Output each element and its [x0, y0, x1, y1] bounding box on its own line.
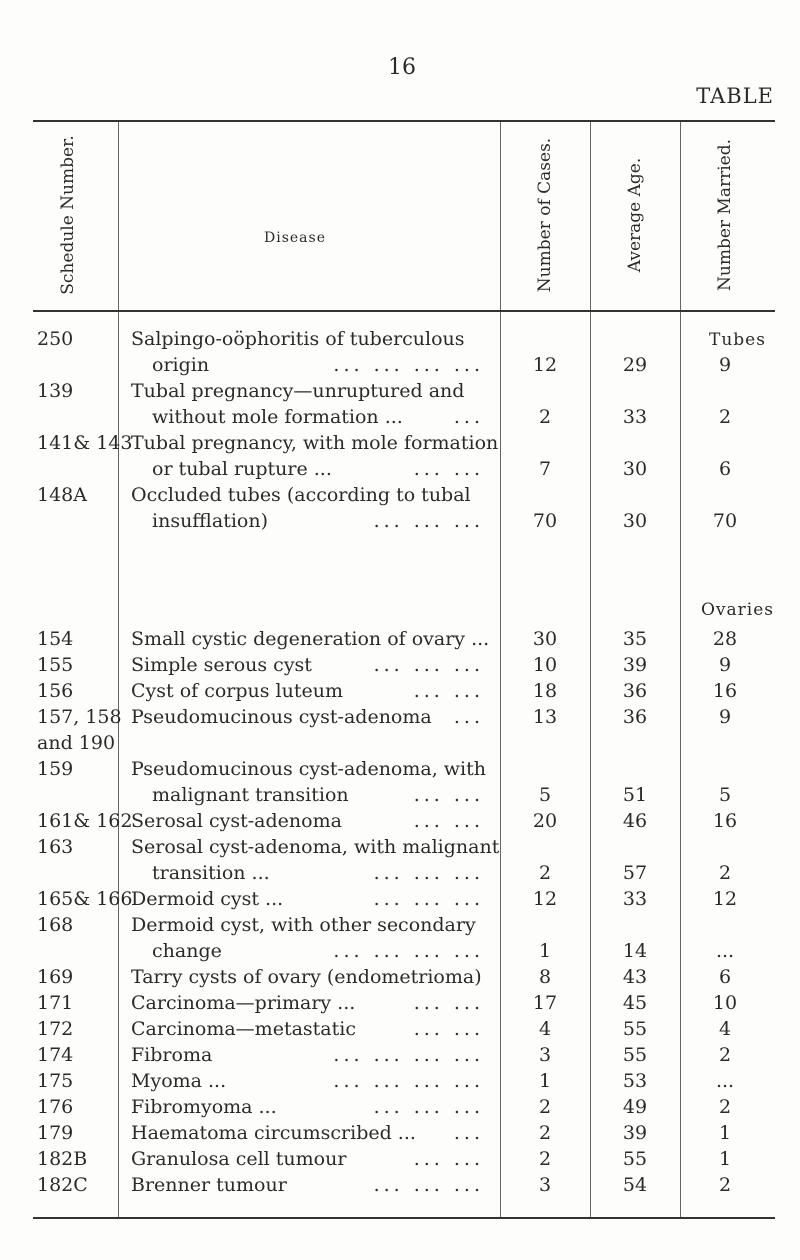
schedule-number-cell: 154	[37, 628, 74, 650]
leader-dots: ... ... ...	[373, 1174, 484, 1196]
disease-cell: insufflation)	[152, 510, 269, 532]
leader-dots: ... ... ... ...	[333, 1070, 484, 1092]
number-married-cell: 9	[718, 706, 732, 728]
table-row	[0, 1042, 800, 1068]
table-row	[0, 482, 800, 508]
bottom-rule	[33, 1217, 775, 1219]
table-row	[0, 782, 800, 808]
number-of-cases-cell: 2	[538, 862, 552, 884]
average-age-cell: 43	[622, 966, 648, 988]
number-married-cell: 1	[718, 1148, 732, 1170]
average-age-cell: 46	[622, 810, 648, 832]
column-divider	[118, 122, 119, 310]
header-number-married: Number Married.	[715, 139, 735, 291]
header-schedule-number: Schedule Number.	[58, 135, 78, 295]
leader-dots: ... ...	[413, 680, 484, 702]
section-label-ovaries: Ovaries	[700, 600, 775, 620]
number-married-cell: 2	[718, 1044, 732, 1066]
number-married-cell: ...	[715, 1070, 735, 1092]
average-age-cell: 29	[622, 354, 648, 376]
leader-dots: ... ...	[413, 784, 484, 806]
leader-dots: ... ... ...	[373, 862, 484, 884]
table-row	[0, 508, 800, 534]
average-age-cell: 39	[622, 654, 648, 676]
leader-dots: ... ... ... ...	[333, 354, 484, 376]
average-age-cell: 33	[622, 888, 648, 910]
table-row	[0, 756, 800, 782]
disease-cell: or tubal rupture ...	[152, 458, 332, 480]
average-age-cell: 49	[622, 1096, 648, 1118]
table-row	[0, 626, 800, 652]
number-married-cell: 6	[718, 458, 732, 480]
table-title: TABLE	[696, 84, 774, 108]
number-of-cases-cell: 8	[538, 966, 552, 988]
average-age-cell: 51	[622, 784, 648, 806]
number-married-cell: 2	[718, 1096, 732, 1118]
number-married-cell: 9	[718, 654, 732, 676]
table-row	[0, 652, 800, 678]
schedule-number-cell: 250	[37, 328, 74, 350]
table-row	[0, 990, 800, 1016]
number-married-cell: 9	[718, 354, 732, 376]
number-married-cell: ...	[715, 940, 735, 962]
table-row	[0, 430, 800, 456]
number-married-cell: 2	[718, 862, 732, 884]
table-row	[0, 808, 800, 834]
average-age-cell: 55	[622, 1044, 648, 1066]
leader-dots: ... ...	[413, 1018, 484, 1040]
header-rule	[33, 310, 775, 312]
table-row	[0, 730, 800, 756]
column-divider	[590, 122, 591, 310]
disease-cell: without mole formation ...	[152, 406, 403, 428]
schedule-number-cell: 176	[37, 1096, 74, 1118]
number-married-cell: 4	[718, 1018, 732, 1040]
schedule-number-cell: 157, 158	[37, 706, 122, 728]
average-age-cell: 55	[622, 1148, 648, 1170]
number-married-cell: 2	[718, 1174, 732, 1196]
disease-cell: Serosal cyst-adenoma	[131, 810, 342, 832]
number-of-cases-cell: 1	[538, 940, 552, 962]
number-of-cases-cell: 13	[532, 706, 558, 728]
column-divider	[680, 122, 681, 310]
schedule-number-cell: 182B	[37, 1148, 88, 1170]
schedule-number-cell: 139	[37, 380, 74, 402]
average-age-cell: 36	[622, 706, 648, 728]
leader-dots: ...	[453, 706, 484, 728]
number-of-cases-cell: 7	[538, 458, 552, 480]
schedule-number-cell: 172	[37, 1018, 74, 1040]
average-age-cell: 39	[622, 1122, 648, 1144]
table-row	[0, 886, 800, 912]
number-married-cell: 2	[718, 406, 732, 428]
header-number-of-cases: Number of Cases.	[535, 137, 555, 293]
disease-cell: Myoma ...	[131, 1070, 227, 1092]
table-row	[0, 1094, 800, 1120]
number-of-cases-cell: 2	[538, 1122, 552, 1144]
average-age-cell: 33	[622, 406, 648, 428]
number-married-cell: 12	[712, 888, 738, 910]
table-row	[0, 912, 800, 938]
schedule-number-cell: 169	[37, 966, 74, 988]
average-age-cell: 57	[622, 862, 648, 884]
number-married-cell: 10	[712, 992, 738, 1014]
disease-cell: origin	[152, 354, 210, 376]
average-age-cell: 30	[622, 458, 648, 480]
table-row	[0, 834, 800, 860]
leader-dots: ...	[453, 1122, 484, 1144]
leader-dots: ... ... ... ...	[333, 1044, 484, 1066]
header-disease: Disease	[264, 230, 326, 246]
disease-cell: Carcinoma—primary ...	[131, 992, 356, 1014]
header-average-age: Average Age.	[625, 157, 645, 273]
disease-cell: Small cystic degeneration of ovary ...	[131, 628, 490, 650]
leader-dots: ... ... ...	[373, 654, 484, 676]
number-of-cases-cell: 10	[532, 654, 558, 676]
schedule-number-cell: 155	[37, 654, 74, 676]
disease-cell: change	[152, 940, 222, 962]
table-row	[0, 860, 800, 886]
table-row	[0, 1172, 800, 1198]
section-label-tubes: Tubes	[709, 330, 766, 350]
number-of-cases-cell: 12	[532, 354, 558, 376]
leader-dots: ... ... ... ...	[333, 940, 484, 962]
disease-cell: Fibromyoma ...	[131, 1096, 277, 1118]
leader-dots: ...	[453, 406, 484, 428]
average-age-cell: 45	[622, 992, 648, 1014]
table-row	[0, 938, 800, 964]
disease-cell: Simple serous cyst	[131, 654, 312, 676]
number-of-cases-cell: 18	[532, 680, 558, 702]
schedule-number-cell: 179	[37, 1122, 74, 1144]
table-row	[0, 1016, 800, 1042]
table-row	[0, 964, 800, 990]
number-married-cell: 16	[712, 810, 738, 832]
number-married-cell: 28	[712, 628, 738, 650]
schedule-number-cell: 165& 166	[37, 888, 133, 910]
number-of-cases-cell: 20	[532, 810, 558, 832]
table-row	[0, 326, 800, 352]
number-of-cases-cell: 3	[538, 1174, 552, 1196]
average-age-cell: 14	[622, 940, 648, 962]
leader-dots: ... ... ...	[373, 510, 484, 532]
table-row	[0, 1120, 800, 1146]
leader-dots: ... ...	[413, 810, 484, 832]
table-row	[0, 1068, 800, 1094]
disease-cell: Pseudomucinous cyst-adenoma	[131, 706, 432, 728]
number-of-cases-cell: 30	[532, 628, 558, 650]
schedule-number-cell: 141& 143	[37, 432, 133, 454]
number-of-cases-cell: 2	[538, 406, 552, 428]
number-of-cases-cell: 5	[538, 784, 552, 806]
schedule-number-cell: 175	[37, 1070, 74, 1092]
schedule-number-cell: 159	[37, 758, 74, 780]
disease-cell: Dermoid cyst ...	[131, 888, 284, 910]
schedule-number-cell: 168	[37, 914, 74, 936]
disease-cell: Carcinoma—metastatic	[131, 1018, 356, 1040]
schedule-number-cell: 182C	[37, 1174, 88, 1196]
disease-cell: Granulosa cell tumour	[131, 1148, 347, 1170]
leader-dots: ... ... ...	[373, 888, 484, 910]
number-married-cell: 5	[718, 784, 732, 806]
disease-cell: Tarry cysts of ovary (endometrioma)	[131, 966, 482, 988]
number-of-cases-cell: 2	[538, 1096, 552, 1118]
schedule-number-cell: and 190	[37, 732, 116, 754]
number-of-cases-cell: 3	[538, 1044, 552, 1066]
table-row	[0, 704, 800, 730]
average-age-cell: 53	[622, 1070, 648, 1092]
number-of-cases-cell: 12	[532, 888, 558, 910]
disease-cell: Occluded tubes (according to tubal	[131, 484, 471, 506]
disease-cell: Salpingo-oöphoritis of tuberculous	[131, 328, 465, 350]
table-row	[0, 352, 800, 378]
average-age-cell: 35	[622, 628, 648, 650]
table-row	[0, 1146, 800, 1172]
disease-cell: Fibroma	[131, 1044, 213, 1066]
page-number: 16	[388, 55, 416, 80]
schedule-number-cell: 174	[37, 1044, 74, 1066]
schedule-number-cell: 148A	[37, 484, 87, 506]
schedule-number-cell: 156	[37, 680, 74, 702]
top-rule	[33, 120, 775, 122]
disease-cell: malignant transition	[152, 784, 349, 806]
average-age-cell: 54	[622, 1174, 648, 1196]
leader-dots: ... ...	[413, 1148, 484, 1170]
disease-cell: transition ...	[152, 862, 270, 884]
number-of-cases-cell: 17	[532, 992, 558, 1014]
number-of-cases-cell: 70	[532, 510, 558, 532]
disease-cell: Cyst of corpus luteum	[131, 680, 344, 702]
schedule-number-cell: 161& 162	[37, 810, 133, 832]
leader-dots: ... ...	[413, 458, 484, 480]
number-of-cases-cell: 1	[538, 1070, 552, 1092]
number-married-cell: 70	[712, 510, 738, 532]
number-of-cases-cell: 2	[538, 1148, 552, 1170]
average-age-cell: 55	[622, 1018, 648, 1040]
disease-cell: Serosal cyst-adenoma, with malignant	[131, 836, 500, 858]
table-row	[0, 378, 800, 404]
disease-cell: Tubal pregnancy—unruptured and	[131, 380, 465, 402]
disease-cell: Tubal pregnancy, with mole formation	[131, 432, 499, 454]
leader-dots: ... ...	[413, 992, 484, 1014]
schedule-number-cell: 163	[37, 836, 74, 858]
table-row	[0, 456, 800, 482]
number-married-cell: 1	[718, 1122, 732, 1144]
schedule-number-cell: 171	[37, 992, 74, 1014]
disease-cell: Pseudomucinous cyst-adenoma, with	[131, 758, 487, 780]
disease-cell: Brenner tumour	[131, 1174, 287, 1196]
average-age-cell: 30	[622, 510, 648, 532]
disease-cell: Dermoid cyst, with other secondary	[131, 914, 476, 936]
column-divider	[500, 122, 501, 310]
number-of-cases-cell: 4	[538, 1018, 552, 1040]
leader-dots: ... ... ...	[373, 1096, 484, 1118]
table-row	[0, 404, 800, 430]
number-married-cell: 16	[712, 680, 738, 702]
disease-cell: Haematoma circumscribed ...	[131, 1122, 416, 1144]
average-age-cell: 36	[622, 680, 648, 702]
number-married-cell: 6	[718, 966, 732, 988]
table-row	[0, 678, 800, 704]
